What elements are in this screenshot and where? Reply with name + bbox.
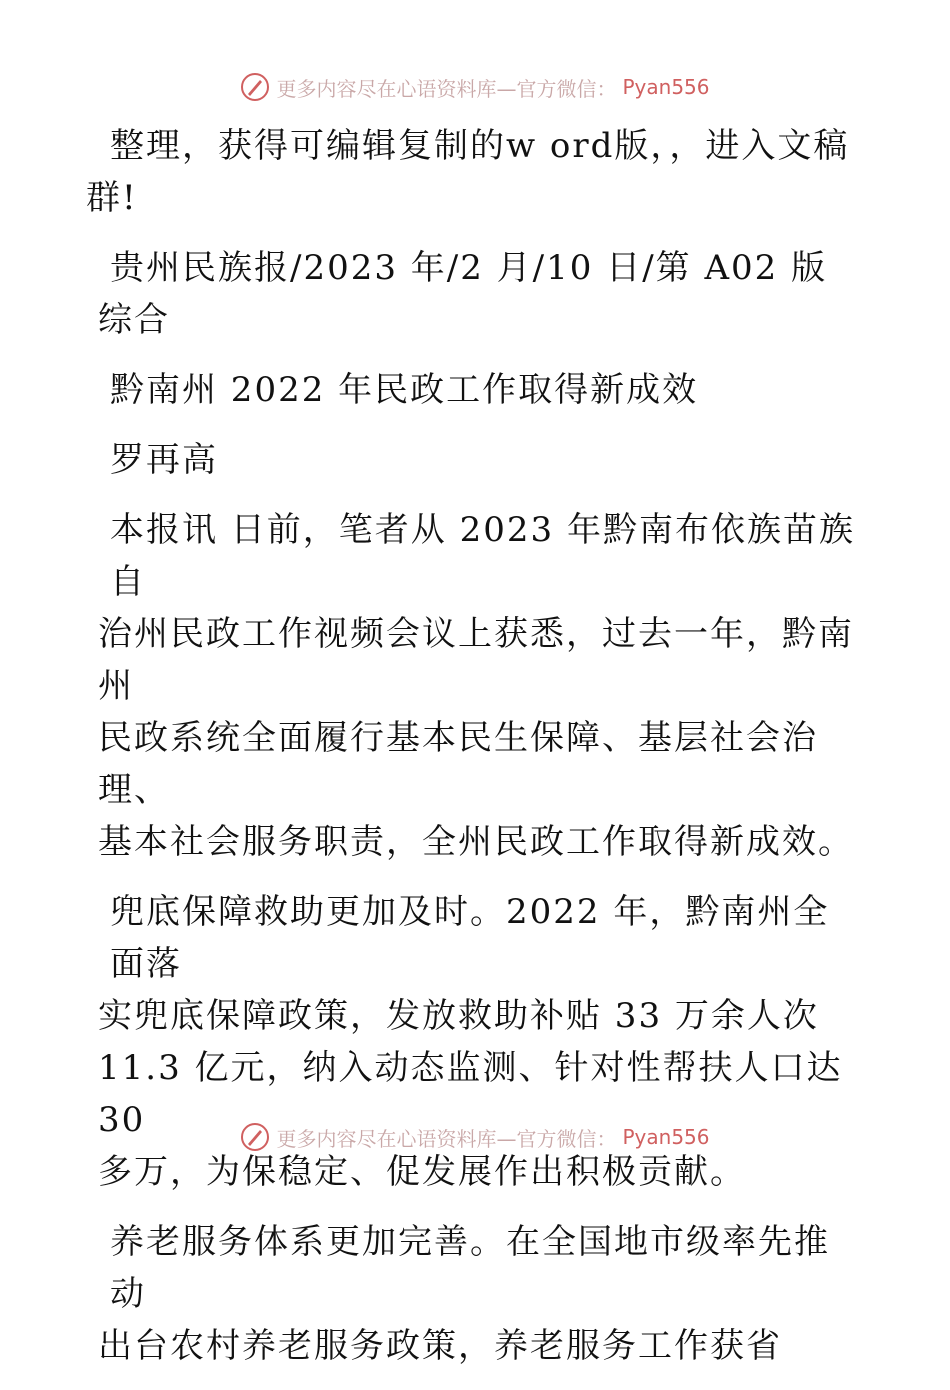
intro-line: 整理，获得可编辑复制的w ord版，，进入文稿 <box>110 126 850 166</box>
paragraph-line: 本报讯 日前，笔者从 2023 年黔南布依族苗族自 <box>110 510 855 602</box>
paragraph-line: 兜底保障救助更加及时。2022 年，黔南州全面落 <box>110 892 830 984</box>
document-body <box>86 120 858 1390</box>
article-headline: 黔南州 2022 年民政工作取得新成效 <box>110 370 699 410</box>
paragraph-line: 出台农村养老服务政策，养老服务工作获省 <box>98 1326 782 1366</box>
header-watermark <box>0 72 950 102</box>
article-author: 罗再高 <box>110 440 218 480</box>
intro-note <box>86 120 858 224</box>
watermark-text: 更多内容尽在心语资料库—官方微信： <box>276 1126 617 1151</box>
intro-line: 群! <box>86 178 138 218</box>
paragraph-line: 实兜底保障政策，发放救助补贴 33 万余人次 <box>98 996 819 1036</box>
quill-logo-icon <box>240 1122 270 1152</box>
paragraph-line: 养老服务体系更加完善。在全国地市级率先推动 <box>110 1222 830 1314</box>
body-paragraph <box>98 1216 858 1372</box>
paragraph-line: 治州民政工作视频会议上获悉，过去一年，黔南州 <box>98 614 854 706</box>
watermark-text: 更多内容尽在心语资料库—官方微信： <box>276 76 617 101</box>
quill-logo-icon <box>240 72 270 102</box>
paragraph-line: 基本社会服务职责，全州民政工作取得新成效。 <box>98 822 854 862</box>
paragraph-line: 11.3 亿元，纳入动态监测、针对性帮扶人口达 30 <box>98 1048 843 1140</box>
watermark-handle: Pyan556 <box>622 75 710 99</box>
paragraph-line: 多万，为保稳定、促发展作出积极贡献。 <box>98 1152 746 1192</box>
paragraph-line: 民政系统全面履行基本民生保障、基层社会治理、 <box>98 718 818 810</box>
source-line: 贵州民族报/2023 年/2 月/10 日/第 A02 版综合 <box>98 248 828 340</box>
body-paragraph <box>98 504 858 868</box>
watermark-handle: Pyan556 <box>622 1125 710 1149</box>
footer-watermark <box>0 1122 950 1152</box>
